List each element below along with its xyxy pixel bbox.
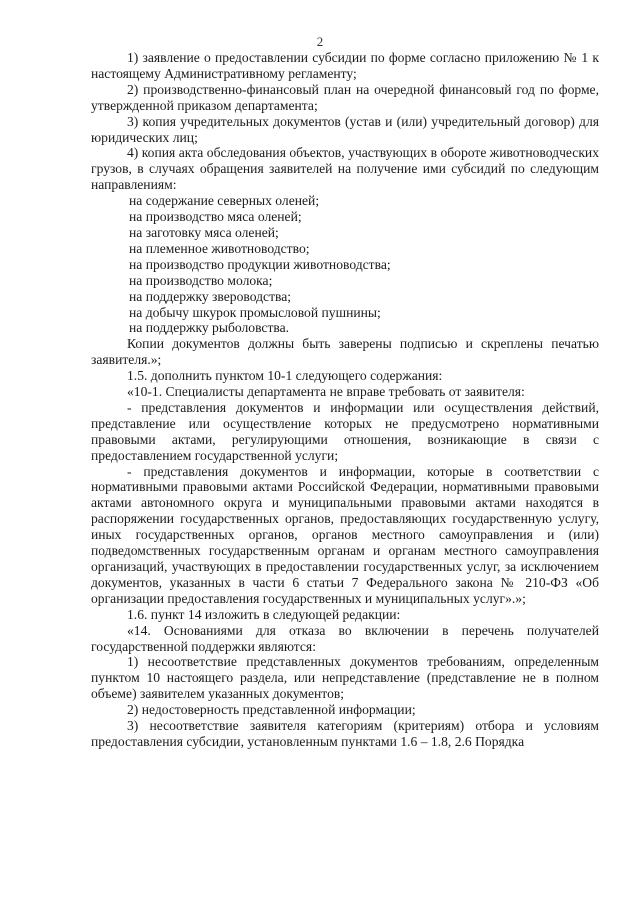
paragraph: 1.6. пункт 14 изложить в следующей редакции: [127, 606, 401, 622]
list-item: на производство мяса оленей; [129, 209, 302, 225]
paragraph: «14. Основаниями для отказа во включении в перечень получателей государственной поддержки являются: [91, 622, 599, 654]
paragraph: - представления документов и информации или осуществления действий, представление или осуществление которых не предусмотрено нормативными правовыми актами, регулирующими отношения, возникающие в связи с предоставлением государственной услуги; [91, 399, 599, 463]
paragraph: 3) несоответствие заявителя категориям (критериям) отбора и условиям предоставления субсидии, установленным пунктами 1.6 – 1.8, 2.6 Порядка [91, 718, 599, 749]
list-item: на поддержку рыболовства. [129, 320, 290, 336]
paragraph: - представления документов и информации, которые в соответствии с нормативными правовыми актами Российской Федерации, нормативными правовыми актами автономного округа и муниципальными правовыми актами находятся в распоряжении государственных органов, предоставляющих государственную услугу, иных государственных органов, органов местного самоуправления и (или) подведомственных государственным органам и органам местного самоуправления организаций, участвующих в предоставлении государственных услуг, за исключением документов, указанных в части 6 статьи 7 Федерального закона № 210-ФЗ «Об организации предоставления государственных и муниципальных услуг».»; [91, 463, 599, 606]
list-item: на заготовку мяса оленей; [129, 224, 279, 240]
list-item: на добычу шкурок промысловой пушнины; [129, 304, 381, 320]
paragraph: 1) несоответствие представленных документов требованиям, определенным пунктом 10 настоящего раздела, или непредставление (представление не в полном объеме) заявителем указанных документов; [91, 654, 599, 702]
list-item: на производство продукции животноводства; [129, 256, 391, 272]
list-item: на племенное животноводство; [129, 240, 310, 256]
paragraph: «10-1. Специалисты департамента не вправе требовать от заявителя: [127, 384, 525, 400]
paragraph: 2) недостоверность представленной информации; [127, 702, 416, 718]
paragraph: 1.5. дополнить пунктом 10-1 следующего содержания: [127, 368, 443, 384]
list-item: на поддержку звероводства; [129, 288, 292, 304]
document-body [91, 50, 599, 750]
paragraph: 2) производственно-финансовый план на очередной финансовый год по форме, утвержденной приказом департамента; [91, 81, 599, 113]
list-item: на производство молока; [129, 272, 273, 288]
paragraph: 1) заявление о предоставлении субсидии по форме согласно приложению № 1 к настоящему Административному регламенту; [91, 50, 599, 81]
page-number: 2 [316, 34, 324, 49]
list-item: на содержание северных оленей; [129, 193, 320, 209]
paragraph: 3) копия учредительных документов (устав и (или) учредительный договор) для юридических лиц; [91, 113, 599, 145]
paragraph: 4) копия акта обследования объектов, участвующих в обороте животноводческих грузов, в случаях обращения заявителей на получение ими субсидий по следующим направлениям: [91, 145, 599, 193]
paragraph: Копии документов должны быть заверены подписью и скреплены печатью заявителя.»; [91, 336, 599, 368]
